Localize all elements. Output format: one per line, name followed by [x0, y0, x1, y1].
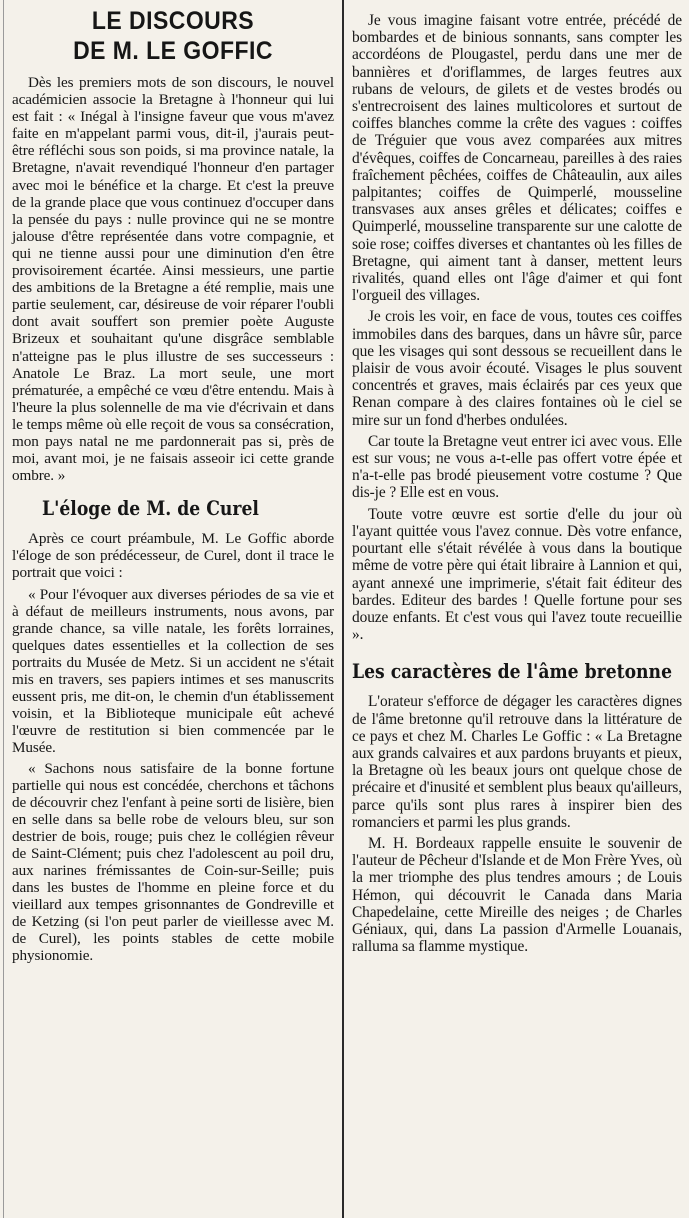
intro-paragraph: Dès les premiers mots de son discours, le nouvel académicien associe la Bretagne à l'honneur qui lui est fait : « Inégal à l'insigne faveur que vous m'avez faite en m'appelant parmi vous, dit-il, j'aurais peut-être réfléchi sous son poids, si ma province natale, la Bretagne, n'avait revendiqué l'honneur d'en partager avec moi le bénéfice et la charge. Et c'est la preuve de la grande place que vous continuez d'occuper dans la pensée du pays : nulle province qui ne se montre jalouse d'être représentée dans votre compagnie, et qui ne tienne aussi pour une diminution d'en être provisoirement écartée. Ainsi messieurs, une partie des ambitions de la Bretagne a été remplie, mais une partie seulement, car, désireuse de voir réparer l'oubli dont avait souffert son premier poète Auguste Brizeux et souhaitant qu'une disgrâce semblable n'atteigne pas le plus illustre de ses successeurs : Anatole Le Braz. La mort seule, une mort prématurée, a empêché ce vœu d'être entendu. Mais à l'heure la plus solennelle de ma vie d'écrivain et dans le temps même où elle reçoit de vous sa consécration, mon pays natal ne me pardonnerait pas si, près de moi, avant moi, je ne faisais asseoir ici cette grande ombre. » [12, 74, 334, 485]
headline-line-1: LE DISCOURS [91, 7, 255, 35]
left-column [12, 0, 334, 968]
right-column [352, 0, 682, 959]
paragraph-oeuvre: Toute votre œuvre est sortie d'elle du jour où l'ayant quittée vous l'avez connue. Dès votre enfance, pourtant elle s'était révélée à vous dans la boutique même de votre père qui était libraire à Lannion et qui, ayant annexé une imprimerie, s'était fait éditeur des bardes. Editeur des bardes ! Quelle fortune pour ses douze enfants. Et c'est vous qui l'avez toute recueillie ». [352, 505, 682, 644]
paragraph-entree: Je vous imagine faisant votre entrée, précédé de bombardes et de binious sonnants, sans compter les accordéons de Plougastel, perdu dans une mer de bannières et d'oriflammes, de larges feutres aux rubans de velours, de gilets et de vestes brodés ou s'entrecroisent des laines multicolores et surtout de coiffes blanches comme la crête des vagues : coiffes de Tréguier que vous avez comparées aux mitres d'évêques, coiffes de Concarneau, pareilles à des raies fraîchement pêchées, coiffes de Châteaulin, aux ailes palpitantes; coiffes de Quimperlé, mousseline transvases aux anses grêles et délicates; coiffes e Quimperlé, mousseline transparente sur une calotte de soie rose; coiffes diverses et chantantes où les filles de Bretagne, qui aiment tant à danser, mettent leurs rivalités, quand elles ont l'âge d'aimer et qui font l'orgueil des villages. [352, 12, 682, 305]
column-divider [342, 0, 344, 1218]
paragraph-fortune: « Sachons nous satisfaire de la bonne fortune partielle qui nous est concédée, cherchons et tâchons de découvrir chez l'enfant à peine sorti de lisière, bien en selle dans sa belle robe de velours bleu, sur son destrier de bois, rouge; puis chez le collégien rêveur de Saint-Clément; puis chez l'adolescent au poil dru, aux narines frémissantes de Coin-sur-Seille; puis dans les bustes de l'homme en pleine force et du vieillard aux tempes grisonnantes de Gondreville et de Ketzing (si l'on peut parler de vieillesse avec M. de Curel), les points stables de cette mobile physionomie. [12, 760, 334, 965]
left-edge-rule [3, 0, 4, 1218]
subheading-caracteres: Les caractères de l'âme bretonne [352, 659, 673, 684]
subheading-eloge: L'éloge de M. de Curel [41, 496, 259, 521]
paragraph-orateur: L'orateur s'efforce de dégager les caractères dignes de l'âme bretonne qu'il retrouve dans la littérature de ce pays et chez M. Charles Le Goffic : « La Bretagne aux grands calvaires et aux pardons bruyants et pieux, la Bretagne où les beaux jours ont quelque chose de précaire et d'inusité et semblent plus beaux qu'ailleurs, parce qu'ils sont plus rares à inspirer bien des romanciers et parmi les plus grands. [352, 693, 682, 831]
paragraph-coiffes: Je crois les voir, en face de vous, toutes ces coiffes immobiles dans des barques, dans un hâvre sûr, parce que les visages qui sont dessous se recueillent dans le plaisir de vous avoir écouté. Visages le plus souvent concentrés et graves, mais éclairés par ces yeux que Renan compare à des claires fontaines où le ciel se mire sur un fond d'herbes ondulées. [352, 308, 682, 429]
paragraph-bretagne: Car toute la Bretagne veut entrer ici avec vous. Elle est sur vous; ne vous a-t-elle pas offert votre épée et n'a-t-elle pas brodé pieusement votre costume ? Que dis-je ? Elle est en vous. [352, 432, 682, 502]
headline-line-2: DE M. LE GOFFIC [73, 37, 273, 65]
article-headline [25, 6, 321, 66]
paragraph-portrait: « Pour l'évoquer aux diverses périodes de sa vie et à défaut de meilleurs instruments, nous avons, par grande chance, sa ville natale, les forêts lorraines, quelques dates essentielles et la collection de ses portraits du Musée de Metz. Si un accident ne s'était mis en travers, ses papiers intimes et ses manuscrits eussent pris, me dit-on, le chemin d'un établissement voisin, et la Biblioteque municipale eût achevé l'œuvre de restitution si bien commencée par le Musée. [12, 585, 334, 757]
paragraph-preamble: Après ce court préambule, M. Le Goffic aborde l'éloge de son prédécesseur, de Curel, dont il trace le portrait que voici : [12, 530, 334, 582]
paragraph-bordeaux: M. H. Bordeaux rappelle ensuite le souvenir de l'auteur de Pêcheur d'Islande et de Mon Frère Yves, où la mer triomphe des plus tendres amours ; de Louis Hémon, qui découvrit le Canada dans Maria Chapedelaine, cette Mireille des neiges ; de Charles Géniaux, qui, dans La passion d'Armelle Louanais, ralluma sa flamme mystique. [352, 834, 682, 956]
